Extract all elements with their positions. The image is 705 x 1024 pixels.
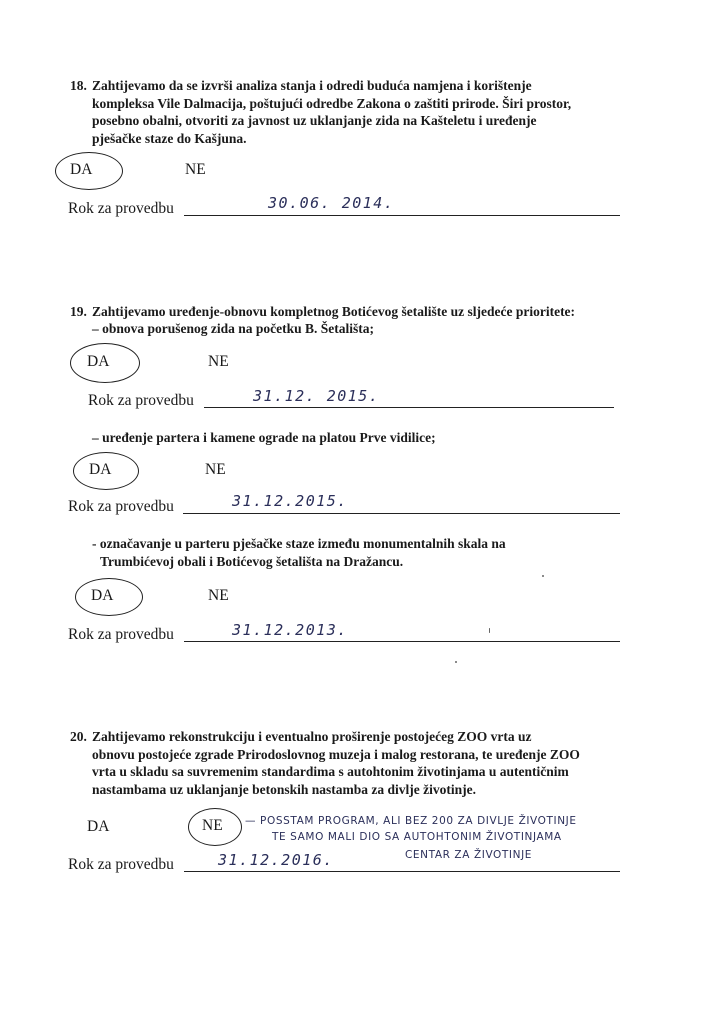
item-20-rok-value[interactable]: 31.12.2016. — [218, 851, 334, 869]
item-20-note-line-3: CENTAR ZA ŽIVOTINJE — [405, 849, 532, 861]
item-19-sub-1-rok-line — [204, 407, 614, 408]
item-19-sub-2-rok-label: Rok za provedbu — [68, 498, 174, 515]
item-19-sub-3-option-da[interactable]: DA — [91, 587, 114, 604]
item-19-sub-3-line-1: - označavanje u parteru pješačke staze između monumentalnih skala na — [92, 536, 506, 551]
item-19-sub-3-rok-line — [184, 641, 620, 642]
item-20-rok-label: Rok za provedbu — [68, 856, 174, 873]
item-19-text — [70, 303, 576, 321]
item-20-text — [70, 728, 580, 798]
item-19-sub-3-line-2: Trumbićevoj obali i Botićevog šetališta na Dražancu. — [100, 553, 404, 569]
scan-speck — [489, 628, 490, 633]
item-18-line-3: posebno obalni, otvoriti za javnost uz uklanjanje zida na Kašteletu i uređenje — [92, 113, 537, 128]
item-19-sub-2-line: – uređenje partera i kamene ograde na platou Prve vidilice; — [92, 430, 436, 445]
item-18-rok-value[interactable]: 30.06. 2014. — [268, 194, 395, 212]
item-19-sub-2-rok-line — [183, 513, 620, 514]
item-19-sub-1-rok-label: Rok za provedbu — [88, 392, 194, 409]
item-19-sub-1-text — [92, 320, 374, 338]
item-18-line-4: pješačke staze do Kašjuna. — [92, 130, 247, 146]
item-18-text — [70, 77, 572, 147]
item-19-number: 19. — [70, 304, 87, 319]
item-20-line-2: obnovu postojeće zgrade Prirodoslovnog muzeja i malog restorana, te uređenje ZOO — [92, 746, 580, 762]
item-20-note-line-2: TE SAMO MALI DIO SA AUTOHTONIM ŽIVOTINJAMA — [272, 831, 562, 843]
item-18-line-1: Zahtijevamo da se izvrši analiza stanja i odredi buduća namjena i korištenje — [92, 78, 532, 93]
scan-speck — [455, 661, 457, 663]
item-19-sub-1-line: – obnova porušenog zida na početku B. Šetališta; — [92, 321, 375, 336]
item-19-sub-3-rok-label: Rok za provedbu — [68, 626, 174, 643]
item-20-line-4: nastambama uz uklanjanje betonskih nastamba za divlje životinje. — [92, 781, 477, 797]
item-20-line-1: Zahtijevamo rekonstrukciju i eventualno proširenje postojećeg ZOO vrta uz — [92, 729, 532, 744]
item-20-line-3: vrta u skladu sa suvremenim standardima s autohtonim životinjama u autentičnim — [92, 764, 569, 779]
item-19-line-1: Zahtijevamo uređenje-obnovu kompletnog Botićevog šetalište uz sljedeće prioritete: — [92, 304, 576, 319]
item-19-sub-2-rok-value[interactable]: 31.12.2015. — [232, 492, 348, 510]
item-19-sub-2-text — [92, 429, 436, 447]
item-20-number: 20. — [70, 729, 87, 744]
item-18-rok-line — [184, 215, 620, 216]
item-18-option-ne[interactable]: NE — [185, 161, 206, 178]
item-20-rok-line — [184, 871, 620, 872]
item-18-rok-label: Rok za provedbu — [68, 200, 174, 217]
item-18-line-2: kompleksa Vile Dalmacija, poštujući odredbe Zakona o zaštiti prirode. Širi prostor, — [92, 95, 572, 111]
item-19-sub-3-text — [92, 535, 506, 570]
item-19-sub-1-rok-value[interactable]: 31.12. 2015. — [253, 387, 380, 405]
item-19-sub-1-option-ne[interactable]: NE — [208, 353, 229, 370]
scan-speck — [542, 575, 544, 577]
item-19-sub-3-rok-value[interactable]: 31.12.2013. — [232, 621, 348, 639]
item-19-sub-2-option-ne[interactable]: NE — [205, 461, 226, 478]
item-19-sub-1-option-da[interactable]: DA — [87, 353, 110, 370]
item-20-note-line-1: — POSSTAM PROGRAM, ALI BEZ 200 ZA DIVLJE ŽIVOTINJE — [245, 815, 577, 827]
item-19-sub-2-option-da[interactable]: DA — [89, 461, 112, 478]
item-20-option-ne[interactable]: NE — [202, 817, 223, 834]
item-19-sub-3-option-ne[interactable]: NE — [208, 587, 229, 604]
item-18-number: 18. — [70, 78, 87, 93]
item-20-option-da[interactable]: DA — [87, 818, 110, 835]
item-18-option-da[interactable]: DA — [70, 161, 93, 178]
